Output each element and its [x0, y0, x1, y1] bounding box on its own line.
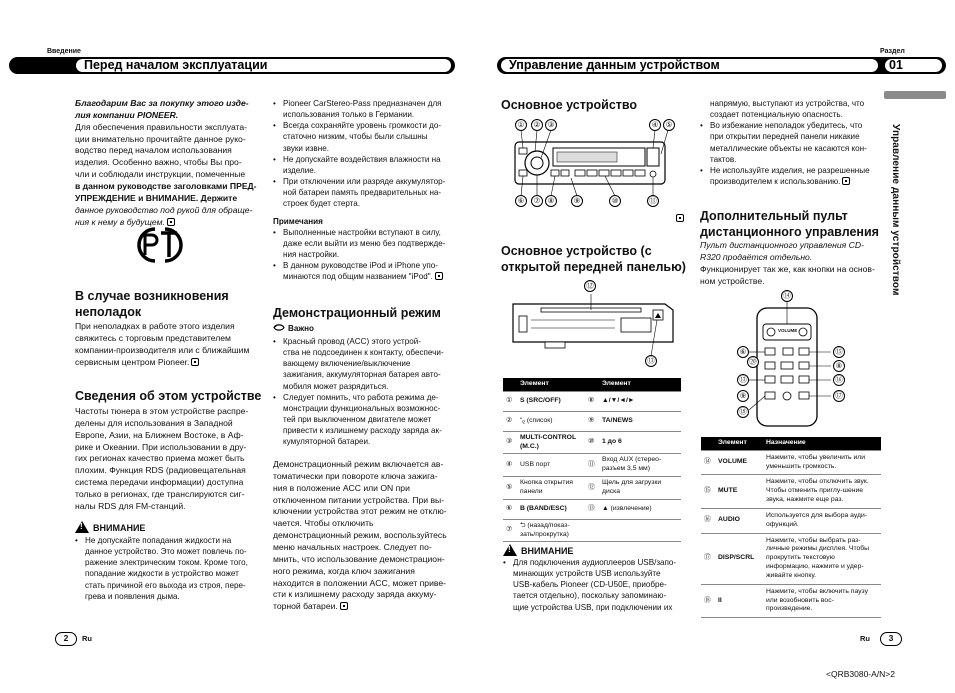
row-element: ▲/▼/◄/►: [599, 391, 681, 411]
row-number: ④: [503, 454, 517, 477]
caution-heading-right: [503, 544, 573, 557]
bullet-item: [273, 98, 458, 120]
heading-line: открытой передней панелью): [501, 260, 686, 274]
bullet-line: тактов.: [710, 154, 737, 164]
row-element: ▲ (извлечение): [599, 499, 681, 519]
table-row: [503, 499, 681, 519]
bullet-line: ной батареи память предварительных на-: [283, 188, 442, 198]
text-line: создает потенциальную опасность.: [710, 110, 843, 120]
row-element: 1 до 6: [599, 431, 681, 454]
row-element: ⮌ (назад/показ-зать/прокрутка): [517, 519, 585, 542]
about-line: налы RDS для FM-станций.: [75, 500, 186, 511]
callout-8: ⑧: [545, 195, 557, 207]
callout-6: ⑥: [515, 195, 527, 207]
remote-callout-20: ⑳: [747, 356, 759, 368]
end-mark-icon: [340, 602, 348, 610]
row-number: ⑱: [701, 584, 715, 617]
heading-about: Сведения об этом устройстве: [75, 389, 262, 403]
heading-malfunction: [75, 288, 265, 320]
demo-line: Демонстрационный режим включается ав-: [273, 459, 444, 469]
row-element: TA/NEWS: [599, 411, 681, 431]
important-line: кумуляторной батареи.: [283, 437, 371, 447]
intro-line: в данном руководстве заголовками ПРЕД-: [75, 181, 257, 192]
row-element: Вход AUX (стерео-разъем 3,5 мм): [599, 454, 681, 477]
demo-line: торной батареи.: [273, 601, 338, 612]
caution-line: Для подключения аудиоплееров USB/запо-: [513, 558, 677, 567]
table-row: [503, 411, 681, 431]
intro-line: Для обеспечения правильности эксплуата-: [75, 121, 248, 132]
row-number: ⑭: [701, 450, 715, 475]
row-element: B (BAND/ESC): [517, 499, 585, 519]
about-line: рике и Океании. При использовании в дру-: [75, 441, 247, 452]
row-number: ⑮: [701, 475, 715, 508]
demo-line: меню начальных настроек. Следует по-: [273, 542, 432, 553]
note-line: В данном руководстве iPod и iPhone упо-: [283, 261, 438, 271]
heading-open-unit: [501, 243, 686, 275]
important-line: вающему включение/выключение: [283, 359, 411, 369]
remote-volume-label: VOLUME: [778, 328, 798, 333]
intro-bold-line: Благодарим Вас за покупку этого изде-: [75, 98, 249, 108]
text-line: напрямую, выступают из устройства, что: [710, 99, 865, 108]
remote-callout-16: ⑯: [833, 374, 845, 386]
bullet-line: звуки извне.: [283, 143, 329, 153]
row-element: AUDIO: [715, 508, 763, 533]
right-column-4-top: [700, 98, 882, 187]
callout-13: ⑬: [645, 355, 657, 367]
intro-line: чли и соблюдали инструкции, помеченные: [75, 169, 246, 180]
important-item: [273, 336, 458, 392]
malfunction-line: компании-производителя или с ближайшим: [75, 344, 250, 355]
heading-line: дистанционного управления: [700, 225, 879, 239]
section-label-right: Раздел: [880, 48, 905, 55]
demo-line: демонстрационный режим, воспользуйтесь: [273, 530, 447, 541]
intro-line: ния к нему в будущем.: [75, 216, 165, 227]
demo-text: [273, 459, 463, 613]
remote-line: Функционирует так же, как кнопки на основ-: [700, 263, 875, 274]
title-bar-left-label: Перед началом эксплуатации: [76, 59, 451, 72]
row-number: ②: [503, 411, 517, 431]
important-line: ства не подсоединен к контакту, обеспечи-: [283, 348, 444, 358]
row-number: ⑨: [585, 411, 599, 431]
demo-line: отключенном питании устройства. При вы-: [273, 494, 445, 505]
row-element: VOLUME: [715, 450, 763, 475]
callout-4: ④: [649, 119, 661, 131]
bullet-line: строек будет стерта.: [283, 199, 361, 209]
row-element: Кнопка открытия панели: [517, 477, 585, 500]
end-mark-icon: [435, 272, 443, 280]
remote-callout-8: ⑧: [833, 360, 845, 372]
table-header-row: [503, 378, 681, 391]
remote-callout-17: ⑰: [833, 390, 845, 402]
callout-7: ⑦: [531, 195, 543, 207]
important-line: мобиля может разрядиться.: [283, 381, 389, 391]
bullet-line: Не используйте изделия, не разрешенные: [710, 165, 870, 175]
row-number: ③: [503, 431, 517, 454]
important-icon: [273, 323, 285, 332]
caution-line: тается отдельно), поскольку запоминаю-: [513, 591, 667, 601]
heading-main-unit: Основное устройство: [501, 98, 638, 112]
table-row: [503, 519, 681, 542]
caution-label: ВНИМАНИЕ: [521, 546, 574, 556]
row-number: ①: [503, 391, 517, 411]
row-element: Щель для загрузки диска: [599, 477, 681, 500]
side-title: Управление данным устройством: [889, 124, 901, 296]
table-row: [701, 475, 881, 508]
caution-line: попадание жидкости в устройство может: [85, 569, 239, 579]
table-header-cell: Элемент: [517, 378, 585, 391]
bullet-line: изделие.: [283, 165, 317, 175]
warning-icon: [503, 544, 517, 556]
intro-line: данное руководство под рукой для обраще-: [75, 204, 253, 215]
bullet-item: [700, 120, 882, 165]
remote-callout-9: ⑨: [737, 390, 749, 402]
row-element: MUTE: [715, 475, 763, 508]
title-bar-left: [9, 57, 455, 74]
caution-line: ражение электрическим током. Кроме того,: [85, 558, 248, 568]
callout-5: ⑤: [663, 119, 675, 131]
remote-callout-18: ⑱: [737, 406, 749, 418]
bullet-line: Pioneer CarStereo-Pass предназначен для: [283, 99, 442, 108]
table-header-cell: Элемент: [599, 378, 681, 391]
table-row: [503, 431, 681, 454]
row-description: Нажмите, чтобы увеличить или уменьшить громкость.: [763, 450, 881, 475]
table-header-cell: Элемент: [715, 437, 763, 450]
bullet-line: при открытии передней панели никакие: [710, 132, 860, 142]
rst-logo-icon: [135, 225, 185, 265]
important-line: Красный провод (ACC) этого устрой-: [283, 337, 421, 346]
caution-line: USB-кабель Pioneer (CD-U50E, приобре-: [513, 580, 667, 590]
heading-line: Дополнительный пульт: [700, 209, 848, 223]
callout-9: ⑨: [571, 195, 583, 207]
chapter-number: 01: [885, 59, 942, 72]
note-line: Выполненные настройки вступают в силу,: [283, 227, 441, 237]
demo-line: чается. Чтобы отключить: [273, 518, 374, 529]
notes-label: Примечания: [273, 216, 323, 226]
remote-functions-table: [701, 437, 881, 618]
caution-text-left: [75, 535, 267, 602]
heading-line: В случае возникновения: [75, 289, 229, 303]
important-line: тей при выключенном двигателе может: [283, 415, 432, 425]
section-label-left: Введение: [47, 48, 81, 55]
intro-line: водство перед началом использования: [75, 145, 232, 156]
intro-line: ции внимательно прочитайте данное руко-: [75, 133, 246, 144]
note-item: [273, 227, 458, 260]
row-description: Нажмите, чтобы отключить звук. Чтобы отменить приглу-шение звука, нажмите еще раз.: [763, 475, 881, 508]
row-element: S (SRC/OFF): [517, 391, 585, 411]
open-unit-drawing: [505, 280, 685, 372]
caution-text-right: [503, 557, 685, 613]
lang-right: Ru: [860, 634, 870, 643]
caution-line: данное устройство. Это может повлечь по-: [85, 547, 247, 557]
malfunction-line: сервисным центром Pioneer.: [75, 356, 190, 367]
important-line: монстрации функциональных возможнос-: [283, 403, 441, 413]
about-line: плохим. Функция RDS (радиовещательная: [75, 465, 246, 476]
table-row: [701, 450, 881, 475]
row-number: ⑫: [585, 477, 599, 500]
about-line: система передачи информации) доступна: [75, 477, 244, 488]
table-row: [701, 533, 881, 584]
bullet-line: металлические объекты не касаются кон-: [710, 143, 867, 153]
row-element: DISP/SCRL: [715, 533, 763, 584]
caution-line: стать причиной его выхода из строя, пере-: [85, 580, 246, 590]
about-line: Частоты тюнера в этом устройстве распре-: [75, 406, 249, 416]
heading-line: Основное устройство (с: [501, 244, 652, 258]
row-element: [599, 519, 681, 542]
bullet-item: [273, 176, 458, 209]
table-header-row: [701, 437, 881, 450]
important-heading: [273, 323, 314, 334]
bullet-item: [700, 165, 882, 187]
row-number: ⑤: [503, 477, 517, 500]
rst-logo: [135, 225, 185, 265]
intro-bold-line: лия компании PIONEER.: [75, 109, 179, 120]
row-number: ⑥: [503, 499, 517, 519]
demo-line: ключении устройства этот режим не отклю-: [273, 506, 447, 517]
bullet-line: статочно низким, чтобы были слышны: [283, 132, 428, 142]
row-element: USB порт: [517, 454, 585, 477]
table-row: [503, 391, 681, 411]
demo-line: ния в положение ACC или ON при: [273, 482, 410, 493]
intro-line: УПРЕЖДЕНИЕ и ВНИМАНИЕ. Держите: [75, 192, 238, 203]
remote-italic-line: Пульт дистанционного управления CD-: [700, 240, 864, 250]
row-number: [585, 519, 599, 542]
about-line: делены для использования в Западной: [75, 417, 233, 428]
demo-line: ного режима, когда ключ зажигания: [273, 565, 415, 576]
end-mark-icon: [842, 177, 850, 185]
remote-diagram: [735, 290, 847, 430]
callout-2: ②: [531, 119, 543, 131]
bullet-line: При отключении или разряде аккумулятор-: [283, 177, 446, 187]
bullet-line: Не допускайте воздействия влажности на: [283, 154, 441, 164]
caution-line: грева и появления дыма.: [85, 591, 180, 601]
warning-icon: [75, 521, 89, 533]
remote-text: [700, 240, 885, 287]
caution-line: Не допускайте попадания жидкости на: [85, 536, 232, 545]
callout-1: ①: [515, 119, 527, 131]
demo-line: сти к излишнему расходу заряда аккуму-: [273, 589, 437, 600]
note-item: [273, 260, 458, 282]
remote-italic-line: R320 продаётся отдельно.: [700, 251, 813, 262]
row-number: ⑧: [585, 391, 599, 411]
end-mark-icon: [676, 214, 684, 222]
footer-code: <QRB3080-A/N>2: [826, 669, 895, 679]
heading-remote: [700, 208, 885, 240]
row-number: ⑪: [585, 454, 599, 477]
caution-line: щие устройства USB, при подключении их: [513, 602, 673, 612]
about-text: [75, 406, 267, 513]
remote-callout-15: ⑮: [833, 346, 845, 358]
about-line: гих регионах качество приема может быть: [75, 453, 245, 464]
page-number-right: 3: [880, 632, 902, 646]
row-description: Используется для выбора ауди-офункций.: [763, 508, 881, 533]
remote-callout-13: ⑬: [737, 374, 749, 386]
callout-12: ⑫: [584, 280, 596, 292]
demo-line: мнить, что использование демонстрацион-: [273, 553, 445, 564]
malfunction-line: При неполадках в работе этого изделия: [75, 321, 235, 331]
open-unit-diagram: [505, 280, 685, 372]
bullet-line: Во избежание неполадок убедитесь, что: [710, 121, 863, 131]
intro-line: изделия. Особенно важно, чтобы Вы про-: [75, 157, 242, 168]
title-bar-right-label: Управление данным устройством: [501, 59, 878, 72]
bullet-line: производителем к использованию.: [710, 177, 841, 187]
page-number-left: 2: [55, 632, 77, 646]
row-element: MULTI-CONTROL (M.C.): [517, 431, 585, 454]
note-line: ния настройки.: [283, 250, 340, 260]
important-line: привести к излишнему расходу заряда ак-: [283, 426, 442, 436]
demo-line: томатически при повороте ключа зажига-: [273, 470, 438, 481]
row-number: ⑬: [585, 499, 599, 519]
demo-line: находится в положении ACC, может приве-: [273, 577, 446, 588]
heading-demo: Демонстрационный режим: [273, 306, 441, 320]
important-line: зажигания, аккумуляторная батарея авто-: [283, 370, 441, 380]
malfunction-text: [75, 321, 265, 368]
lang-left: Ru: [82, 634, 92, 643]
important-label: Важно: [288, 324, 314, 333]
left-column-2: [273, 98, 458, 283]
important-line: Следует помнить, что работа режима де-: [283, 392, 439, 402]
row-element: ʺᵨ (список): [517, 411, 585, 431]
end-mark-icon: [191, 358, 199, 366]
caution-heading-left: [75, 521, 145, 534]
elements-table: [503, 378, 681, 542]
row-number: ⑯: [701, 508, 715, 533]
about-line: Европе, Азии, на Ближнем Востоке, в Аф-: [75, 429, 244, 440]
bullet-item: [273, 120, 458, 153]
callout-11: ⑪: [647, 195, 659, 207]
callout-3: ③: [545, 119, 557, 131]
table-row: [701, 508, 881, 533]
important-text: [273, 336, 458, 448]
bullet-line: использования только в Германии.: [283, 110, 415, 120]
row-description: Нажмите, чтобы включить паузу или возобновить вос-произведение.: [763, 584, 881, 617]
caution-label: ВНИМАНИЕ: [93, 523, 146, 533]
main-unit-diagram: [505, 118, 685, 210]
remote-callout-6: ⑥: [737, 346, 749, 358]
row-description: Нажмите, чтобы выбрать раз-личные режимы дисплея. Чтобы прокрутить текстовую информацию, нажмите и удер-живайте кнопку.: [763, 533, 881, 584]
row-element: II: [715, 584, 763, 617]
table-row: [503, 454, 681, 477]
bullet-line: Всегда сохраняйте уровень громкости до-: [283, 121, 442, 131]
bullet-item: [273, 154, 458, 176]
malfunction-line: свяжитесь с торговым представителем: [75, 332, 231, 343]
table-row: [701, 584, 881, 617]
heading-line: неполадок: [75, 305, 142, 319]
about-line: только в регионах, где транслируются сиг-: [75, 489, 245, 500]
remote-line: ном устройстве.: [700, 275, 765, 286]
table-row: [503, 477, 681, 500]
row-number: ⑦: [503, 519, 517, 542]
note-line: минаются под общим названием "iPod".: [283, 272, 433, 282]
row-number: ⑩: [585, 431, 599, 454]
left-column-1: [75, 98, 260, 228]
important-item: [273, 392, 458, 448]
row-number: ⑰: [701, 533, 715, 584]
remote-callout-14: ⑭: [781, 290, 793, 302]
side-tab: [884, 91, 946, 99]
note-line: даже если выйти из меню без подтвержде-: [283, 238, 446, 248]
callout-10: ⑩: [609, 195, 621, 207]
caution-line: минающих устройств USB используйте: [513, 569, 661, 579]
title-bar-right: [497, 57, 946, 74]
table-header-cell: Назначение: [763, 437, 881, 450]
